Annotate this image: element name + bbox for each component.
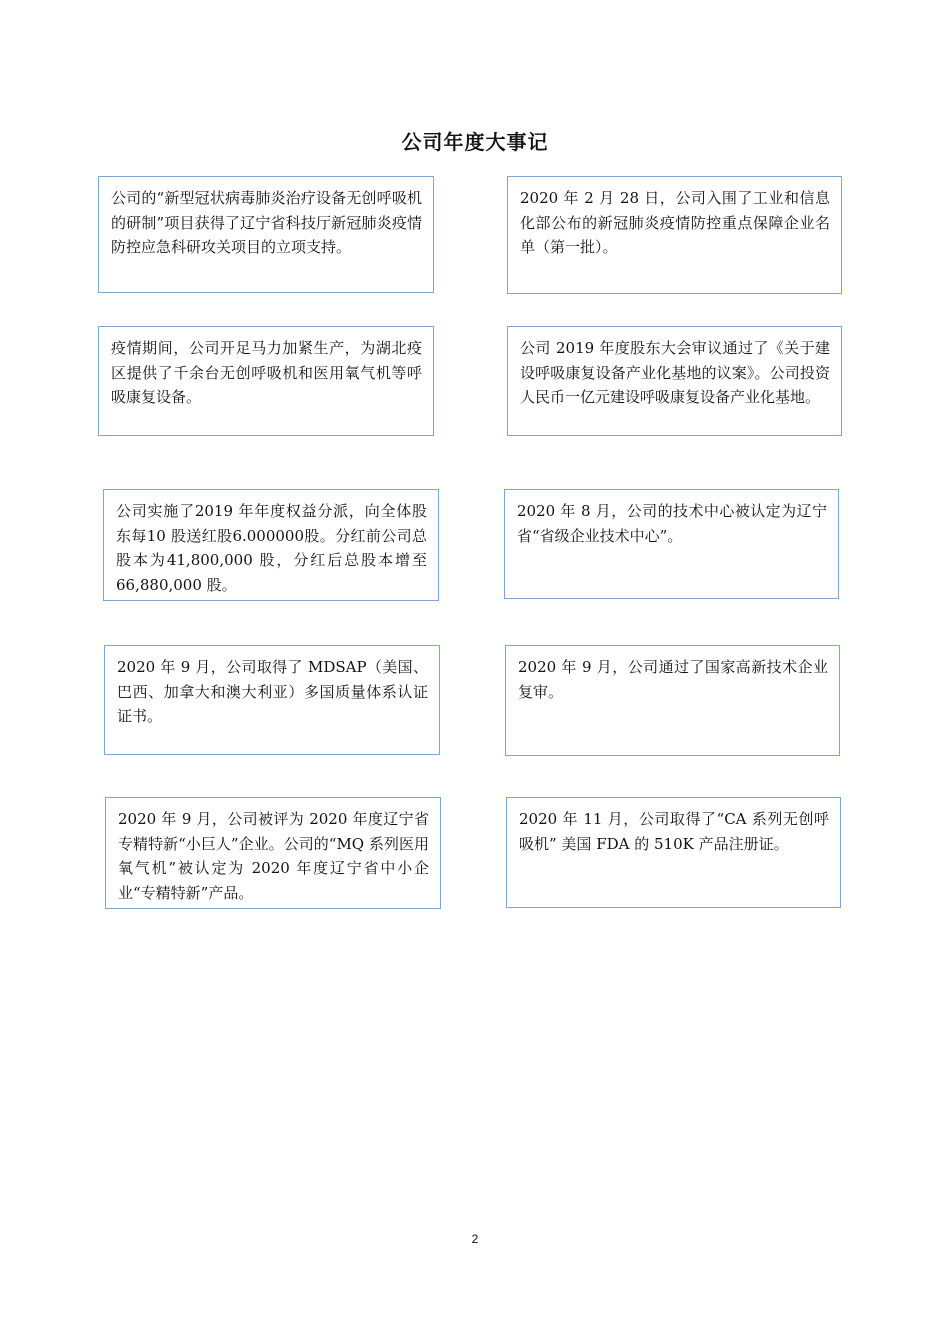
event-box-5 xyxy=(103,489,439,601)
event-box-2 xyxy=(507,176,842,294)
event-box-9 xyxy=(105,797,441,909)
event-box-8 xyxy=(505,645,840,756)
event-box-1 xyxy=(98,176,434,293)
event-box-4 xyxy=(507,326,842,436)
event-text: 公司 2019 年度股东大会审议通过了《关于建设呼吸康复设备产业化基地的议案》。公司投资人民币一亿元建设呼吸康复设备产业化基地。 xyxy=(520,339,830,406)
event-text: 2020 年 9 月，公司通过了国家高新技术企业复审。 xyxy=(518,658,828,701)
event-text: 2020 年 2 月 28 日，公司入围了工业和信息化部公布的新冠肺炎疫情防控重点保障企业名单（第一批）。 xyxy=(520,189,830,256)
event-text: 2020 年 9 月，公司被评为 2020 年度辽宁省专精特新“小巨人”企业。公司的“MQ 系列医用氧气机”被认定为 2020 年度辽宁省中小企业“专精特新”产品。 xyxy=(118,810,429,902)
event-text: 2020 年 11 月，公司取得了“CA 系列无创呼吸机” 美国 FDA 的 510K 产品注册证。 xyxy=(519,810,829,853)
event-box-3 xyxy=(98,326,434,436)
event-text: 2020 年 8 月，公司的技术中心被认定为辽宁省“省级企业技术中心”。 xyxy=(517,502,827,545)
event-text: 疫情期间，公司开足马力加紧生产，为湖北疫区提供了千余台无创呼吸机和医用氧气机等呼吸康复设备。 xyxy=(111,339,422,406)
page-number: 2 xyxy=(471,1232,479,1246)
event-box-6 xyxy=(504,489,839,599)
event-text: 公司实施了2019 年年度权益分派，向全体股东每10 股送红股6.000000股。分红前公司总股本为41,800,000 股，分红后总股本增至66,880,000 股。 xyxy=(116,502,427,594)
page-title: 公司年度大事记 xyxy=(401,130,549,154)
event-box-7 xyxy=(104,645,440,755)
event-box-10 xyxy=(506,797,841,908)
event-text: 公司的“新型冠状病毒肺炎治疗设备无创呼吸机的研制”项目获得了辽宁省科技厅新冠肺炎疫情防控应急科研攻关项目的立项支持。 xyxy=(111,189,422,256)
event-text: 2020 年 9 月，公司取得了 MDSAP（美国、巴西、加拿大和澳大利亚）多国质量体系认证证书。 xyxy=(117,658,428,725)
